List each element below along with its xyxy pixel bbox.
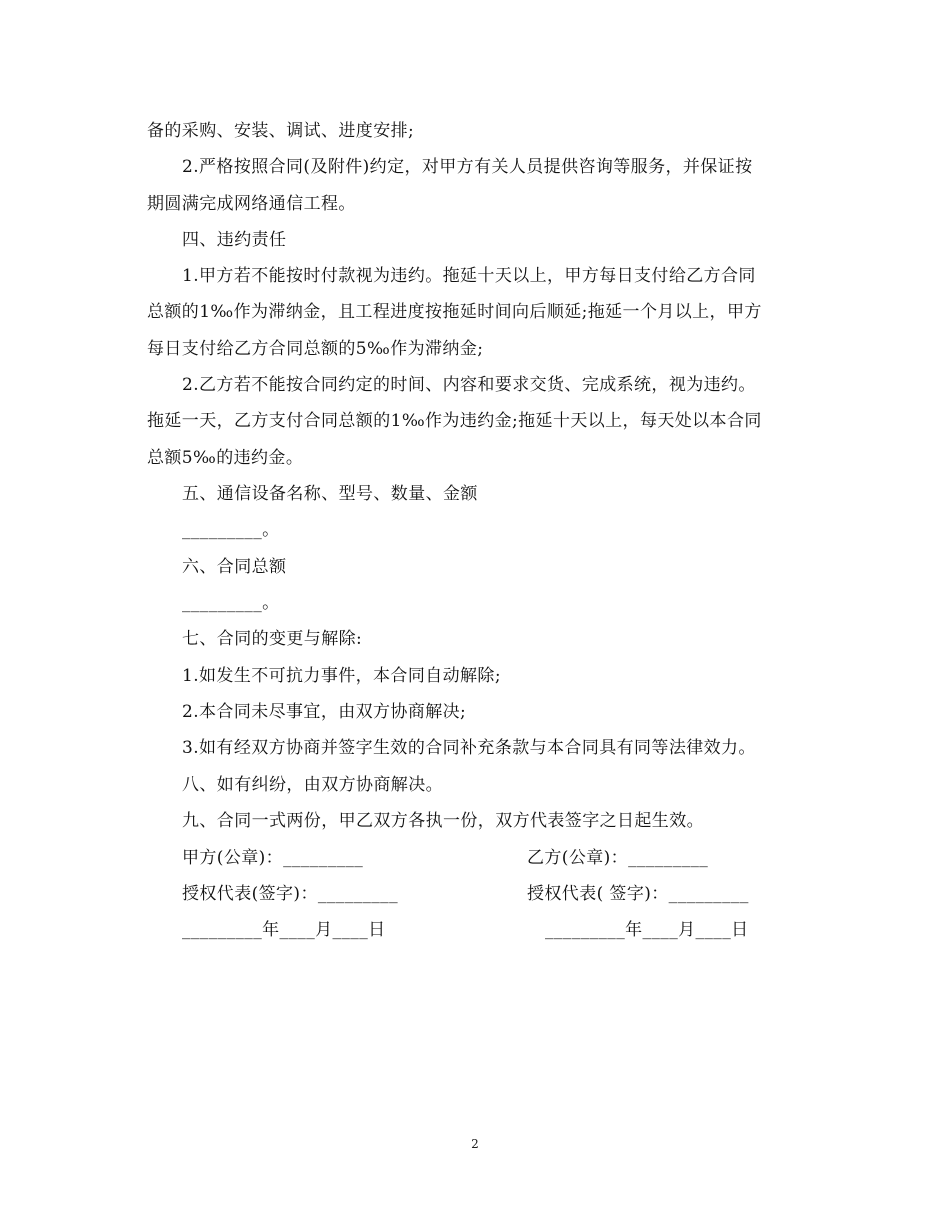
party-a-date-field: _________年____月____日 — [182, 920, 386, 940]
blank-field: _________。 — [182, 520, 280, 540]
paragraph-line: 拖延一天，乙方支付合同总额的1‰作为违约金;拖延十天以上，每天处以本合同 — [147, 411, 762, 431]
party-a-representative-field: 授权代表(签字)：_________ — [182, 884, 398, 904]
paragraph-line: 备的采购、安装、调试、进度安排; — [147, 121, 415, 141]
section-heading: 八、如有纠纷，由双方协商解决。 — [182, 775, 443, 795]
paragraph-line: 总额的1‰作为滞纳金，且工程进度按拖延时间向后顺延;拖延一个月以上，甲方 — [147, 302, 762, 322]
section-heading: 四、违约责任 — [182, 230, 287, 250]
paragraph-line: 期圆满完成网络通信工程。 — [147, 194, 356, 214]
section-heading: 五、通信设备名称、型号、数量、金额 — [182, 484, 478, 504]
party-a-seal-field: 甲方(公章)：_________ — [182, 848, 364, 868]
paragraph-line: 总额5‰的违约金。 — [147, 448, 304, 468]
paragraph-line: 2.乙方若不能按合同约定的时间、内容和要求交货、完成系统，视为违约。 — [182, 375, 756, 395]
party-b-representative-field: 授权代表( 签字)：_________ — [527, 884, 749, 904]
party-b-seal-field: 乙方(公章)：_________ — [527, 848, 709, 868]
section-heading: 七、合同的变更与解除: — [182, 629, 363, 649]
blank-field: _________。 — [182, 593, 280, 613]
party-b-date-field: _________年____月____日 — [545, 920, 749, 940]
section-heading: 九、合同一式两份，甲乙双方各执一份，双方代表签字之日起生效。 — [182, 811, 704, 831]
paragraph-line: 1.如发生不可抗力事件，本合同自动解除; — [182, 666, 501, 686]
paragraph-line: 3.如有经双方协商并签字生效的合同补充条款与本合同具有同等法律效力。 — [182, 738, 756, 758]
paragraph-line: 1.甲方若不能按时付款视为违约。拖延十天以上，甲方每日支付给乙方合同 — [182, 266, 756, 286]
paragraph-line: 每日支付给乙方合同总额的5‰作为滞纳金; — [147, 339, 484, 359]
paragraph-line: 2.本合同未尽事宜，由双方协商解决; — [182, 702, 467, 722]
section-heading: 六、合同总额 — [182, 557, 287, 577]
paragraph-line: 2.严格按照合同(及附件)约定，对甲方有关人员提供咨询等服务，并保证按 — [182, 157, 753, 177]
page-number: 2 — [471, 1137, 479, 1151]
